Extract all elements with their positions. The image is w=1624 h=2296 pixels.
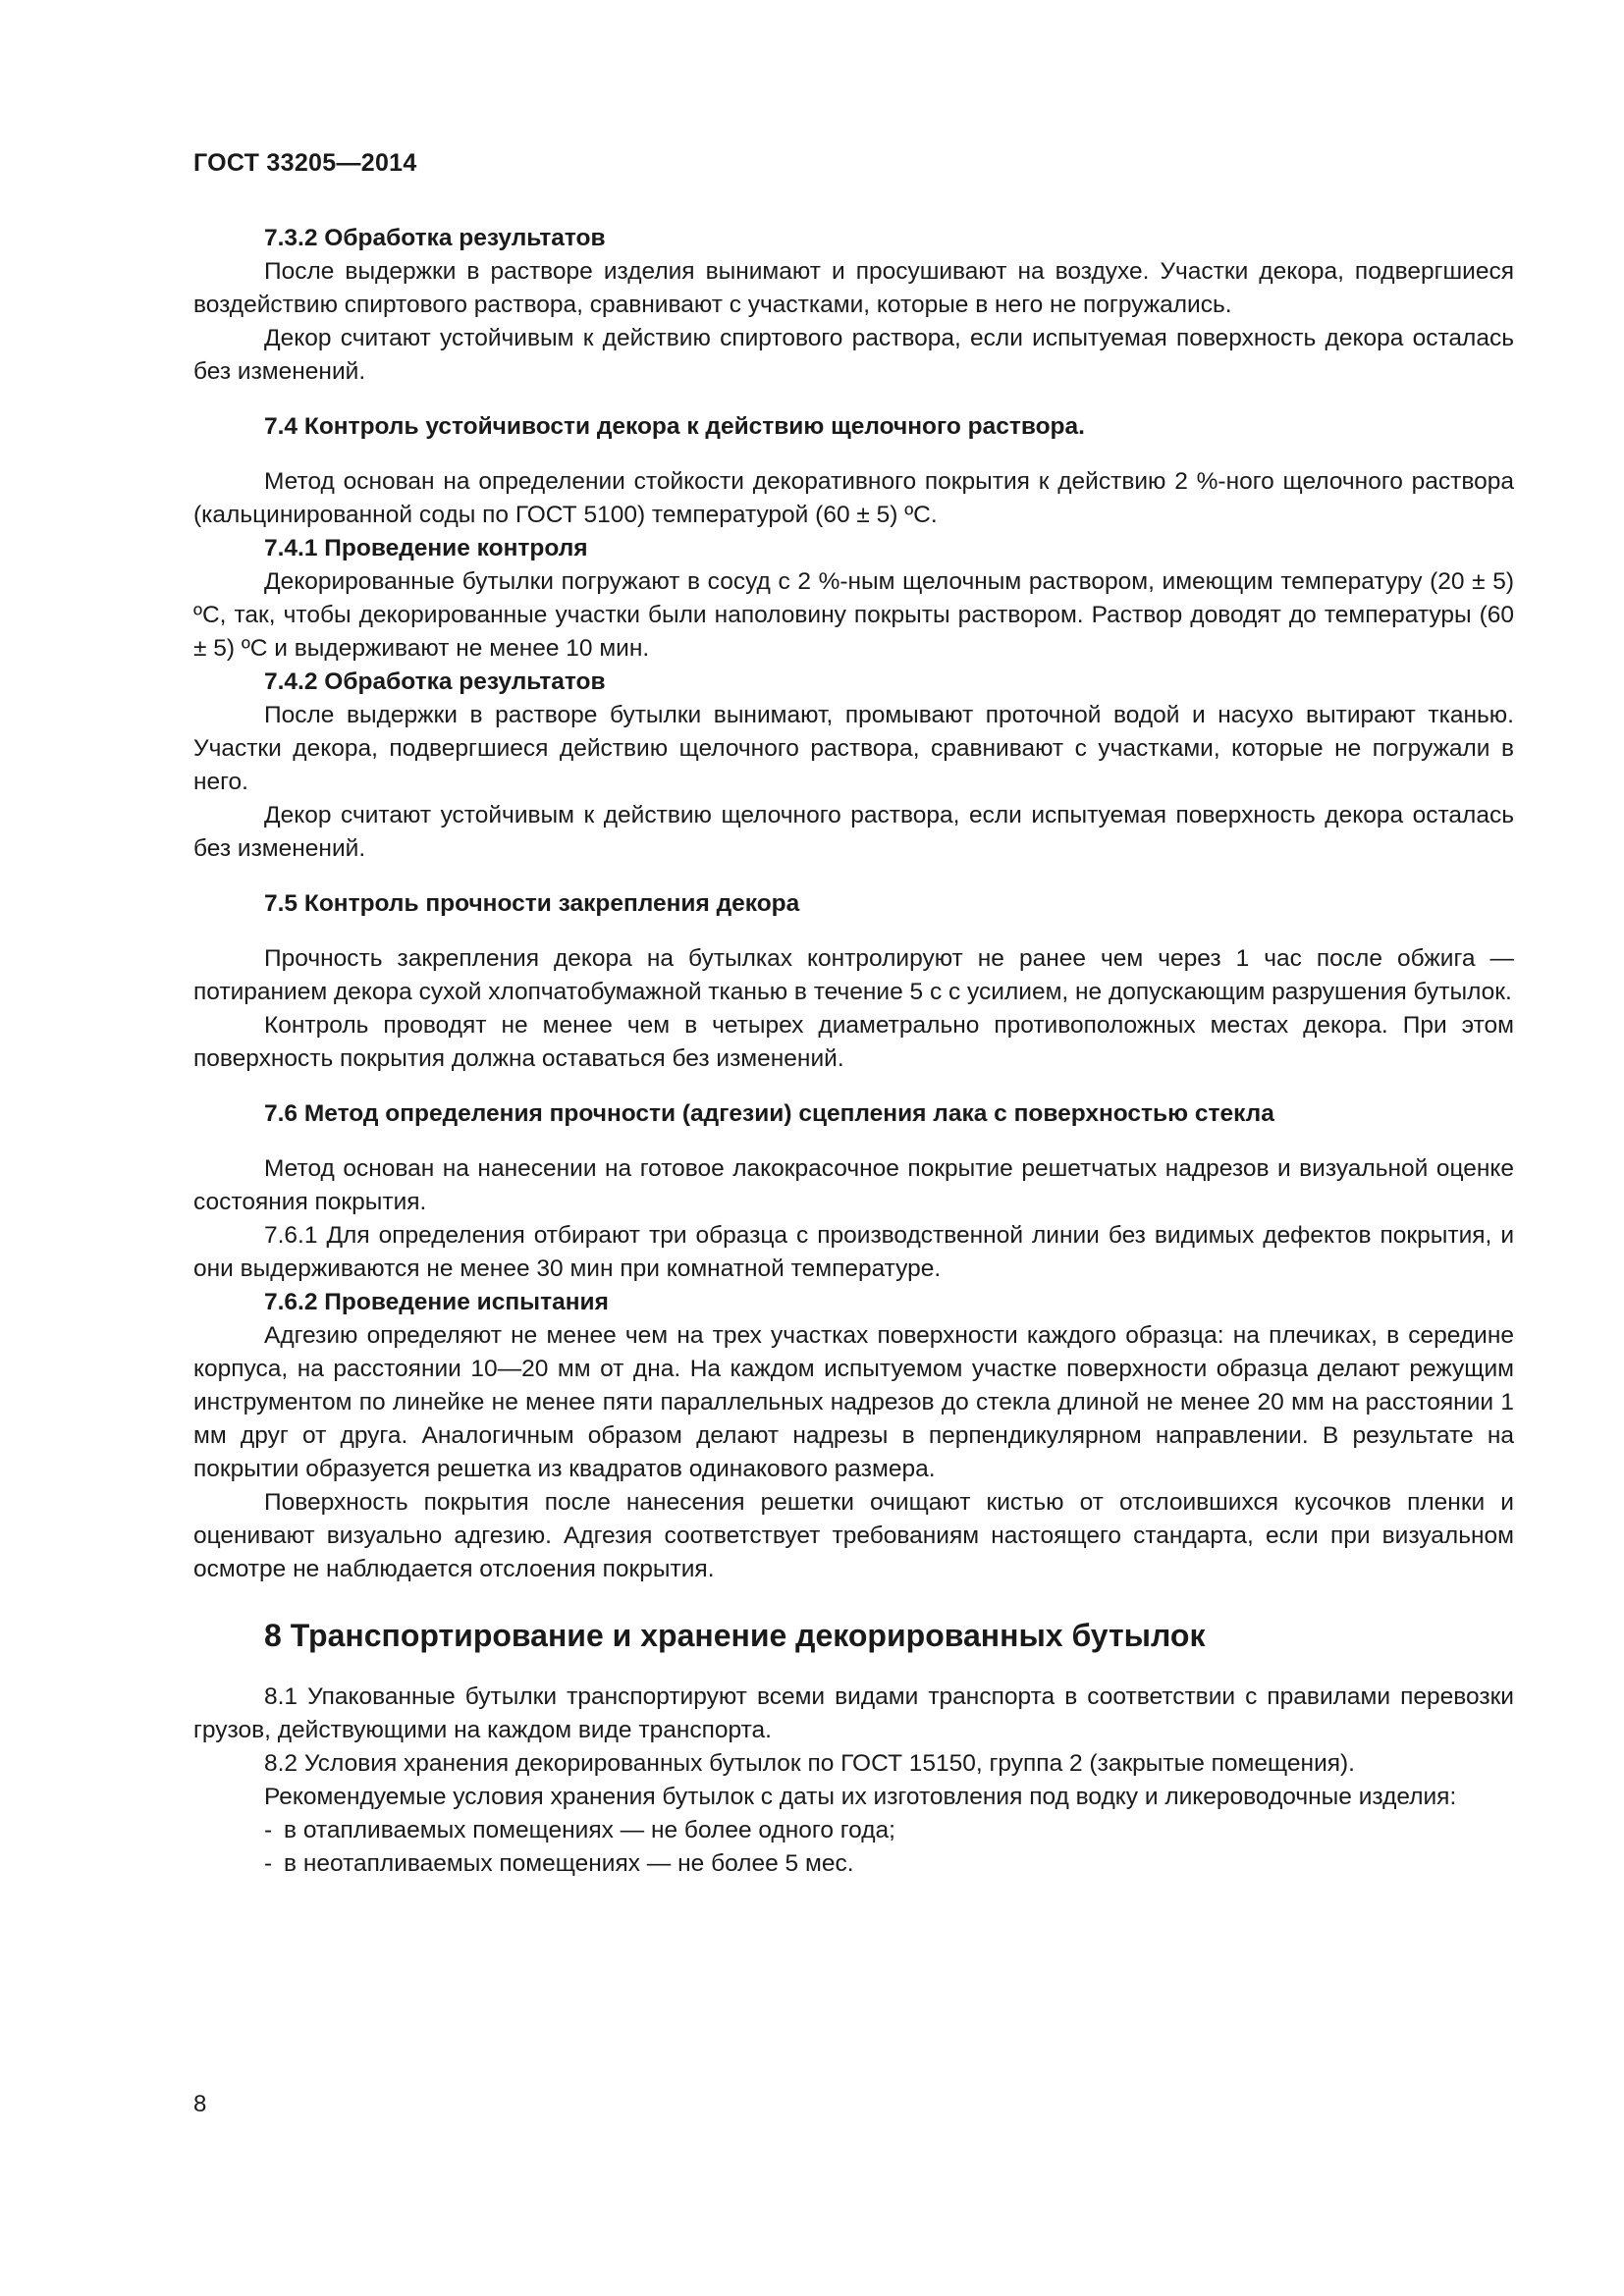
paragraph: Декор считают устойчивым к действию спиртового раствора, если испытуемая поверхность декора осталась без изменений. — [193, 325, 1514, 385]
paragraph: Контроль проводят не менее чем в четырех диаметрально противоположных местах декора. При этом поверхность покрытия должна оставаться без изменений. — [193, 1012, 1514, 1072]
document-body — [193, 222, 1514, 1881]
list-dash: - — [264, 1817, 273, 1843]
paragraph: После выдержки в растворе бутылки вынимают, промывают проточной водой и насухо вытирают тканью. Участки декора, подвергшиеся действию щелочного раствора, сравнивают с участками, которые не погружали в него. — [193, 702, 1514, 795]
heading-7-3-2: 7.3.2 Обработка результатов — [264, 225, 606, 251]
paragraph: Декор считают устойчивым к действию щелочного раствора, если испытуемая поверхность декора осталась без изменений. — [193, 802, 1514, 862]
heading-7-5: 7.5 Контроль прочности закрепления декора — [264, 890, 800, 917]
document-code: ГОСТ 33205—2014 — [193, 149, 417, 177]
heading-7-4-2: 7.4.2 Обработка результатов — [264, 668, 606, 695]
list-item — [193, 1847, 1514, 1881]
paragraph: Декорированные бутылки погружают в сосуд с 2 %-ным щелочным раствором, имеющим температуру (20 ± 5) ºС, так, чтобы декорированные участки были наполовину покрыты раствором. Раствор доводят до температуры (60 ± 5) ºС и выдерживают не менее 10 мин. — [193, 568, 1514, 662]
list-dash: - — [264, 1850, 273, 1877]
paragraph: 8.2 Условия хранения декорированных бутылок по ГОСТ 15150, группа 2 (закрытые помещения). — [264, 1750, 1355, 1777]
paragraph: Метод основан на определении стойкости декоративного покрытия к действию 2 %-ного щелочного раствора (кальцинированной соды по ГОСТ 5100) температурой (60 ± 5) ºС. — [193, 468, 1514, 528]
list-item-text: в отапливаемых помещениях — не более одного года; — [284, 1817, 895, 1843]
heading-7-4-1: 7.4.1 Проведение контроля — [264, 535, 588, 561]
heading-7-4: 7.4 Контроль устойчивости декора к действию щелочного раствора. — [264, 413, 1085, 440]
paragraph: Метод основан на нанесении на готовое лакокрасочное покрытие решетчатых надрезов и визуальной оценке состояния покрытия. — [193, 1155, 1514, 1215]
paragraph: 8.1 Упакованные бутылки транспортируют всеми видами транспорта в соответствии с правилами перевозки грузов, действующими на каждом виде транспорта. — [193, 1683, 1514, 1743]
section-8-title: 8 Транспортирование и хранение декорированных бутылок — [264, 1618, 1206, 1653]
paragraph: Рекомендуемые условия хранения бутылок с даты их изготовления под водку и ликероводочные изделия: — [264, 1784, 1457, 1810]
paragraph: 7.6.1 Для определения отбирают три образца с производственной линии без видимых дефектов покрытия, и они выдерживаются не менее 30 мин при комнатной температуре. — [193, 1222, 1514, 1282]
heading-7-6: 7.6 Метод определения прочности (адгезии) сцепления лака с поверхностью стекла — [264, 1100, 1274, 1127]
list-item-text: в неотапливаемых помещениях — не более 5 мес. — [284, 1850, 854, 1877]
paragraph: Адгезию определяют не менее чем на трех участках поверхности каждого образца: на плечиках, в середине корпуса, на расстоянии 10—20 мм от дна. На каждом испытуемом участке поверхности образца делают режущим инструментом по линейке не менее пяти параллельных надрезов до стекла длиной не менее 20 мм на расстоянии 1 мм друг от друга. Аналогичным образом делают надрезы в перпендикулярном направлении. В результате на покрытии образуется решетка из квадратов одинакового размера. — [193, 1322, 1514, 1482]
heading-7-6-2: 7.6.2 Проведение испытания — [264, 1289, 609, 1315]
paragraph: Поверхность покрытия после нанесения решетки очищают кистью от отслоившихся кусочков пленки и оценивают визуально адгезию. Адгезия соответствует требованиям настоящего стандарта, если при визуальном осмотре не наблюдается отслоения покрытия. — [193, 1489, 1514, 1582]
page-number: 8 — [193, 2091, 207, 2117]
list-item — [193, 1814, 1514, 1847]
paragraph: После выдержки в растворе изделия вынимают и просушивают на воздухе. Участки декора, подвергшиеся воздействию спиртового раствора, сравнивают с участками, которые в него не погружались. — [193, 258, 1514, 318]
paragraph: Прочность закрепления декора на бутылках контролируют не ранее чем через 1 час после обжига — потиранием декора сухой хлопчатобумажной тканью в течение 5 с с усилием, не допускающим разрушения бутылок. — [193, 945, 1514, 1005]
